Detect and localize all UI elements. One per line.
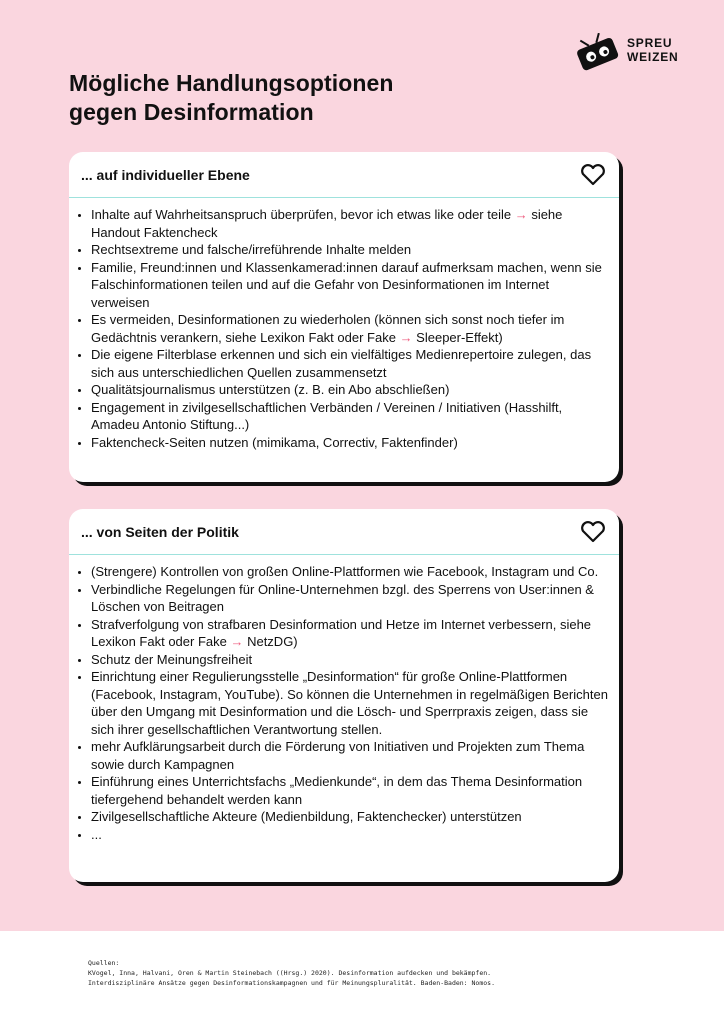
footer [0, 931, 724, 1024]
list-item: • Qualitätsjournalismus unterstützen (z. B. ein Abo abschließen) [91, 381, 609, 399]
arrow-icon: → [514, 207, 528, 222]
tv-mascot-icon [573, 33, 623, 73]
list-item: • Zivilgesellschaftliche Akteure (Medienbildung, Faktenchecker) unterstützen [91, 808, 609, 826]
source-line: KVogel, Inna, Halvani, Oren & Martin Steinebach ((Hrsg.) 2020). Desinformation aufdecken und bekämpfen. [88, 969, 492, 977]
card-politics [69, 509, 619, 882]
sources-label: Quellen: [88, 959, 120, 967]
source-line: Interdisziplinäre Ansätze gegen Desinformationskampagnen und für Meinungspluralität. Baden-Baden: Nomos. [88, 979, 495, 987]
list-item: • mehr Aufklärungsarbeit durch die Förderung von Initiativen und Projekten zum Thema sowie durch Kampagnen [91, 738, 609, 773]
page-title [69, 69, 394, 127]
brand-logo [573, 27, 693, 75]
card-individual-header [69, 152, 619, 198]
brand-line2: WEIZEN [627, 50, 679, 64]
list-item: • ... [91, 826, 609, 844]
card-individual-heading: ... auf individueller Ebene [81, 167, 250, 183]
sources [88, 958, 495, 988]
card-individual-list [69, 198, 619, 451]
list-item: • Es vermeiden, Desinformationen zu wiederholen (können sich sonst noch tiefer im Gedächtnis verankern, siehe Lexikon Fakt oder Fake → Sleeper-Effekt) [91, 311, 609, 346]
list-item: • Engagement in zivilgesellschaftlichen Verbänden / Vereinen / Initiativen (Hasshilft, Amadeu Antonio Stiftung...) [91, 399, 609, 434]
list-item: • Familie, Freund:innen und Klassenkamerad:innen darauf aufmerksam machen, wenn sie Falschinformationen teilen und auf die Gefahr von Desinformationen im Internet verweisen [91, 259, 609, 312]
brand-line1: SPREU [627, 36, 673, 50]
heart-icon[interactable] [580, 521, 606, 543]
card-individual [69, 152, 619, 482]
arrow-icon: → [230, 634, 244, 649]
list-item: • (Strengere) Kontrollen von großen Online-Plattformen wie Facebook, Instagram und Co. [91, 563, 609, 581]
list-item: • Verbindliche Regelungen für Online-Unternehmen bzgl. des Sperrens von User:innen & Löschen von Beitragen [91, 581, 609, 616]
page-title-line1: Mögliche Handlungsoptionen [69, 70, 394, 96]
card-politics-list [69, 555, 619, 843]
list-item: • Schutz der Meinungsfreiheit [91, 651, 609, 669]
card-politics-heading: ... von Seiten der Politik [81, 524, 239, 540]
list-item: • Die eigene Filterblase erkennen und sich ein vielfältiges Medienrepertoire zulegen, das sich aus unterschiedlichen Quellen zusammensetzt [91, 346, 609, 381]
card-politics-header [69, 509, 619, 555]
brand-wordmark [627, 36, 678, 64]
list-item: • Einrichtung einer Regulierungsstelle „Desinformation“ für große Online-Plattformen (Facebook, Instagram, YouTube). So können die Unternehmen in regelmäßigen Berichten über den Umgang mit Desinformation und die Lösch- und Sperrpraxis zeigen, dass sie sich ihrer gesellschaftlichen Verantwortung stellen. [91, 668, 609, 738]
page-title-line2: gegen Desinformation [69, 99, 314, 125]
list-item: • Rechtsextreme und falsche/irreführende Inhalte melden [91, 241, 609, 259]
arrow-icon: → [399, 329, 413, 345]
list-item: • Strafverfolgung von strafbaren Desinformation und Hetze im Internet verbessern, siehe Lexikon Fakt oder Fake → NetzDG) [91, 616, 609, 651]
list-item: • Einführung eines Unterrichtsfachs „Medienkunde“, in dem das Thema Desinformation tiefergehend behandelt werden kann [91, 773, 609, 808]
list-item: • Inhalte auf Wahrheitsanspruch überprüfen, bevor ich etwas like oder teile → siehe Handout Faktencheck [91, 206, 609, 241]
heart-icon[interactable] [580, 164, 606, 186]
list-item: • Faktencheck-Seiten nutzen (mimikama, Correctiv, Faktenfinder) [91, 434, 609, 452]
